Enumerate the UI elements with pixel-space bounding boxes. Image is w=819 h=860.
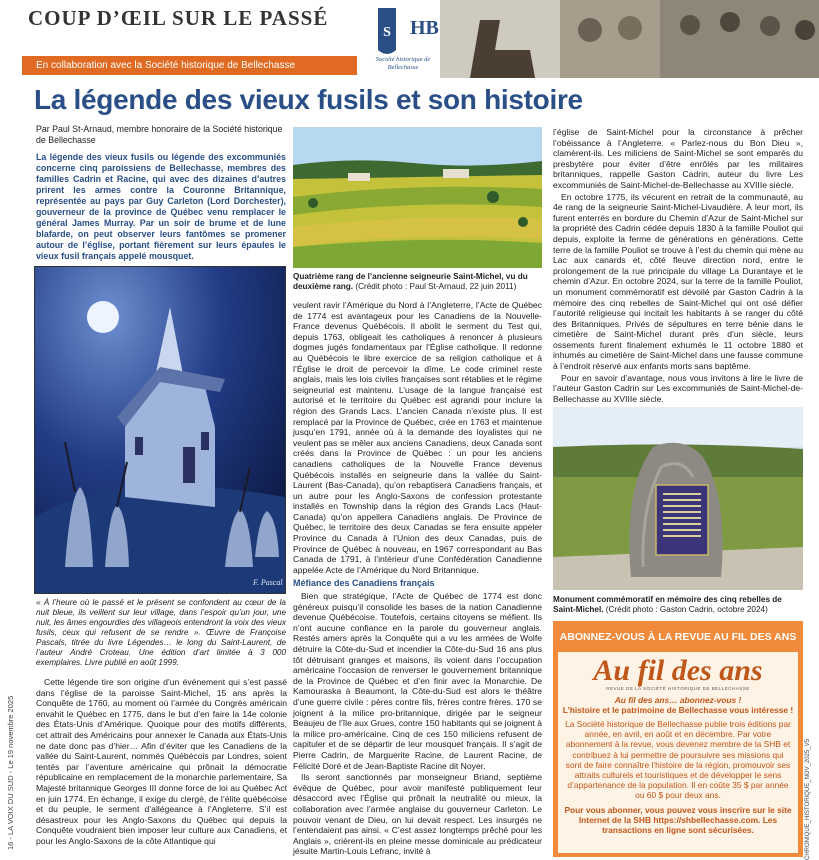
- section-subheading: Méfiance des Canadiens français: [293, 578, 435, 589]
- page-footer-left: 16 - LA VOIX DU SUD - Le 19 novembre 2025: [6, 695, 15, 850]
- header-photo-collage: [440, 0, 819, 78]
- field-photo-caption: [293, 272, 542, 292]
- section-title: COUP D’ŒIL SUR LE PASSÉ: [28, 6, 329, 30]
- column-3-text: [553, 127, 803, 405]
- column-2-text: [293, 300, 542, 858]
- monument-caption-credit: (Crédit photo : Gaston Cadrin, octobre 2024): [605, 605, 768, 614]
- paragraph: l’église de Saint-Michel pour la circonstance à prêcher l’obéissance à l’Angleterre. « Parlez-nous du Bon Dieu », clamèrent-ils. Les miliciens de Saint-Michel se sont emparés du presbytère pour éviter d’être enrôlés par les militaires britanniques, rappelle Gaston Cadrin, auteur du livre Les excommuniés de Saint-Michel-de-Bellechasse au XVIIIe siècle.: [553, 127, 803, 190]
- page-footer-right: CHRONIQUE_HISTORIQUE_NOV_2025_V5: [805, 739, 811, 860]
- column-1-text: [36, 677, 287, 848]
- paragraph: En octobre 1775, ils vécurent en retrait de la communauté, au 4e rang de la seigneurie Saint-Michel-Livaudière. À leur mort, ils furent enterrés en bordure du Chemin d’Azur de Saint-Michel sur la propriété des Cadrin cédée depuis 1830 à la famille Pouliot qui depuis, exploite la ferme de générations en générations. Cette terre de la famille Pouliot se trouve à l’est du chemin qui mène au Lac aux canards et, côté fleuve direction nord, entre le prolongement de la rue principale du village La Durantaye et le chemin d’Azur. En octobre 2024, sur la terre de la famille Pouliot, un monument commémoratif est dévoilé par Gaston Cadrin à la mémoire des cinq rebelles de Saint-Michel qui ont osé défier l’autorité religieuse qui incitait les habitants à se ranger du côté des Britanniques. Privés de sépultures en terre bénie dans le cimetière de Saint-Michel durant près d’un siècle, leurs ossements furent finalement exhumés le 11 octobre 1880 et inhumés au cimetière de Saint-Michel dans une fausse commune à l’endroit réservé aux enfants morts sans baptême.: [553, 191, 803, 372]
- promo-body-2: Pour vous abonner, vous pouvez vous inscrire sur le site Internet de la SHB https://shbellechasse.com. Les transactions en ligne sont sécurisées.: [564, 804, 792, 836]
- paragraph: Ils seront sanctionnés par monseigneur Briand, septième évêque de Québec, pour avoir manifesté publiquement leur désaccord avec l’Église qui prônait la neutralité ou mieux, la collaboration avec l’armée anglaise du gouverneur Carleton. Le pouvoir venant de Dieu, on lui devait respect. Les insurgés ne l’entendaient pas ainsi. « C’est assez longtemps prêché pour les Anglais », crièrent-ils en pleine messe dominicale au prédicateur jésuite Martin-Louis Lefranc, invité à: [293, 772, 542, 857]
- promo-tagline-1: Au fil des ans… abonnez-vous !: [614, 695, 742, 705]
- paragraph: veulent ravir l’Amérique du Nord à l’Angleterre, l’Acte de Québec de 1774 est avantageux pour les Canadiens de la Nouvelle-France devenus Québécois. Il abolit le serment du Test qui, depuis 1763, obligeait les catholiques à renoncer à plusieurs dogmes jugés fondamentaux par l’Église catholique. Il redonne au Québécois le libre exercice de sa religion catholique et à l’Église le droit de percevoir la dîme. Le code criminel reste anglais, mais les lois civiles françaises sont rétablies et le régime seigneurial est maintenu. L’usage de la langue française est autorisé et le territoire du Québec est agrandi pour inclure la région des Grands Lacs. L’ancien Canada n’existe plus. Il est remplacé par la Province de Québec, crée en 1763 et maintenue jusqu’en 1791, année où à la demande des loyalistes qui ne veulent pas se mêler aux anciens Canadiens, deux Canada sont créés dans la Province de Québec : un pour les anciens canadiens catholiques de la Nouvelle France devenus Québécois installés en seigneurie dans la vallée du Saint-Laurent (Bas-Canada), qu’on rebaptisera Canadiens français, et un autre pour les Anglo-Saxons de confession protestante installés en Township dans la région des Grands Lacs (Haut-Canada) qu’on appellera Canadiens anglais. De Province de Québec, le territoire des deux Canadas se fera ensuite appeler Province du Canada à l’Union des deux Canadas, puis de Province de Québec à nouveau, en 1967 correspondant au Bas Canada de 1791, à l’intérieur d’une Confédération Canadienne appelée Acte de l’Amérique du Nord Britannique.: [293, 300, 542, 575]
- field-caption-credit: (Crédit photo : Paul St-Arnaud, 22 juin 2011): [355, 282, 517, 291]
- collaboration-banner: En collaboration avec la Société historique de Bellechasse: [22, 56, 357, 75]
- shb-logo: [366, 4, 440, 78]
- svg-text:HB: HB: [410, 17, 439, 39]
- paragraph: Bien que stratégique, l’Acte de Québec de 1774 est donc généreux puisqu’il consolide les bases de la nation Canadienne devenue Québécoise. Toutefois, certains citoyens se méfient. Ils n’ont aucune confiance en la parole du gouverneur anglais. Restés amers après la Conquête qui a vu les armées de Wolfe détruire la Côte-du-Sud et incendier la Côte-du-Sud 16 ans plus tôt détruisant granges et maisons, ils voient dans l’occupation américaine l’occasion de renverser le gouvernement britannique de la Province de Québec et d’en finir avec la Monarchie. De Kamouraska à Beaumont, la Côte-du-Sud est alors le théâtre d’une guerre civile : pères contre fils, frères contre frères. 170 se joignent à la milice pro-britannique, dirigée par le seigneur Beaujeu de l’île aux Grues, contre 150 habitants qui se joignent à la milice pro-américaine. Cinq de ces 150 miliciens refusent de capituler et de se départir de leur mousquet français. Il s’agit de Pierre Cadrin, de Marguerite Racine, de Laurent Racine, de Félicité Doré et de Jean-Baptiste Racine dit Noyer.: [293, 591, 542, 771]
- promo-body-1: La Société historique de Bellechasse publie trois éditions par année, en avril, en août et en décembre. Par votre abonnement à la revue, vous devenez membre de la SHB et contribuez à lui permettre de poursuivre ses missions qui sont de faire connaître l’histoire de la région, promouvoir ses attraits culturels et touristiques et de développer le sens d’appartenance de la population. Il en coûte 35 $ par année ou 60 $ pour deux ans.: [565, 719, 791, 801]
- monument-photo: [553, 407, 803, 590]
- painting-signature: F. Pascal: [253, 578, 283, 587]
- painting-caption: « À l’heure où le passé et le présent se confondent au cœur de la nuit bleue, ils veillent sur leur village, dans l’espoir qu’un jour, une nuit, les âmes engourdies des villageois entendront la voix des vieux fusils, ceux qui refusent de se rendre ». Œuvre de Françoise Pascals, titrée du livre Légendes… le long du Saint-Laurent, de l’auteur André Croteau. Une édition d’art limitée à 3 000 exemplaires. Livre publié en août 1999.: [36, 598, 286, 667]
- paragraph: Pour en savoir d’avantage, nous vous invitons à lire le livre de l’auteur Gaston Cadrin sur Les excommuniés de Saint-Michel-de-Bellechasse au XVIIIe siècle.: [553, 372, 803, 404]
- logo-text: Société historique de Bellechasse: [375, 56, 431, 71]
- church-ghosts-painting: [34, 266, 286, 594]
- monument-caption-title: Monument commémoratif en mémoire des cinq rebelles de Saint-Michel.: [553, 595, 782, 614]
- monument-caption: [553, 595, 803, 615]
- promo-inner: [558, 652, 798, 853]
- paragraph: Cette légende tire son origine d’un événement qui s’est passé dans l’église de la paroisse Saint-Michel, 15 ans après la Conquête de 1760, au moment où l’armée du Congrès américain envahit le Québec en 1775, dans le but d’en faire la 14e colonie des États-Unis d’Amérique. Quoique pour des motifs différents, cet attrait des Américains pour annexer le Canada aux États-Unis ne date donc pas d’hier… Afin d’éviter que les Canadiens de la vallée du Saint-Laurent, nommés Québécois par Londres, soient tentés par l’aventure américaine qui prônait la démocratie républicaine en remplacement de la monarchie parlementaire, Sa Majesté britannique Georges III donne force de loi au Québec Act en juin 1774. En échange, il exige du clergé, de l’élite québécoise et du peuple, le serment d’allégeance à l’Angleterre. S’il est désastreux pour les Anglo-Saxons du Québec qui depuis la Conquête voudraient bien imposer leur culture aux Canadiens, et pour les Anglo-Saxons de la côte Atlantique qui: [36, 677, 287, 846]
- article-intro: La légende des vieux fusils ou légende des excommuniés concerne cinq paroissiens de Bellechasse, membres des familles Cadrin et Racine, qui avec des dizaines d’autres prirent les armes contre la Couronne Britannique, représentée au pays par Guy Carleton (Lord Dorchester), gouverneur de la province de Québec venu remplacer le général James Murray. Par un soir de brume et de lune blafarde, on peut observer leurs fantômes se promener autour de l’église, portant fièrement sur leurs épaules le vieux fusil français appelé mousquet.: [36, 152, 286, 261]
- byline: Par Paul St-Arnaud, membre honoraire de la Société historique de Bellechasse: [36, 124, 283, 145]
- promo-logo-subtitle: REVUE DE LA SOCIÉTÉ HISTORIQUE DE BELLECHASSE: [606, 686, 750, 691]
- subscription-promo: [553, 621, 803, 857]
- article-headline: La légende des vieux fusils et son histoire: [34, 84, 583, 115]
- svg-text:S: S: [383, 25, 391, 40]
- au-fil-des-ans-logo: Au fil des ans: [593, 654, 763, 687]
- field-caption-title: Quatrième rang de l’ancienne seigneurie Saint-Michel, vu du deuxième rang.: [293, 272, 528, 291]
- farm-field-photo: [293, 127, 542, 268]
- promo-heading: ABONNEZ-VOUS À LA REVUE AU FIL DES ANS: [559, 631, 797, 643]
- promo-tagline-2: L’histoire et le patrimoine de Bellechasse vous intéresse !: [562, 705, 794, 715]
